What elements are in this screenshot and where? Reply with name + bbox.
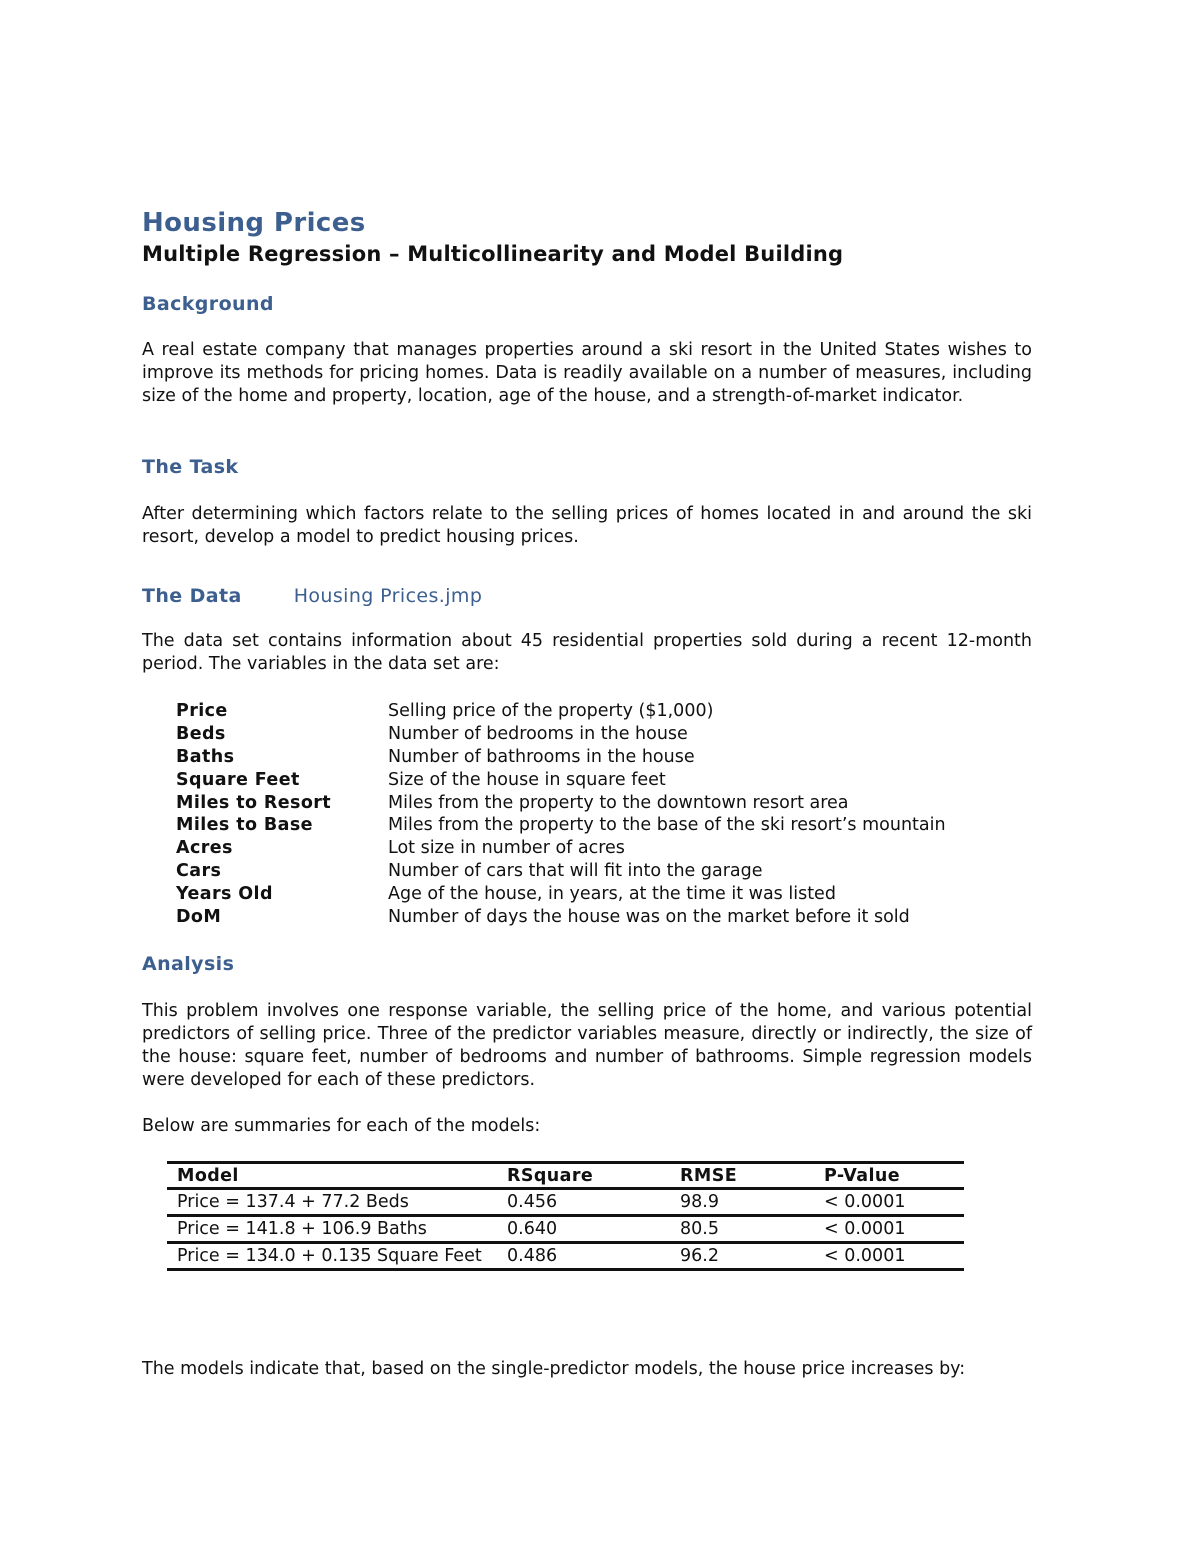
task-paragraph: After determining which factors relate to the selling prices of homes located in and around the ski resort, develop a model to predict housing prices. bbox=[142, 504, 1032, 547]
cell-rsquare: 0.456 bbox=[507, 1192, 558, 1212]
cell-rsquare: 0.640 bbox=[507, 1219, 558, 1239]
variable-row bbox=[176, 700, 1036, 723]
cell-p-value: < 0.0001 bbox=[824, 1192, 906, 1212]
variable-name: Miles to Base bbox=[176, 815, 313, 836]
variable-row bbox=[176, 769, 1036, 792]
variable-name: Baths bbox=[176, 746, 235, 767]
cell-model: Price = 134.0 + 0.135 Square Feet bbox=[177, 1246, 482, 1266]
variable-name: DoM bbox=[176, 907, 222, 928]
closing-paragraph: The models indicate that, based on the single-predictor models, the house price increases by: bbox=[142, 1359, 966, 1379]
analysis-paragraph: This problem involves one response variable, the selling price of the home, and various potential predictors of selling price. Three of the predictor variables measure, directly or indirectly, the size of the house: square feet, number of bedrooms and number of bathrooms. Simple regression models were developed for each of these predictors. bbox=[142, 1001, 1032, 1090]
variable-name: Beds bbox=[176, 723, 226, 744]
variable-row bbox=[176, 792, 1036, 815]
background-heading: Background bbox=[142, 293, 274, 315]
data-heading-label: The Data bbox=[142, 585, 242, 607]
cell-rmse: 80.5 bbox=[680, 1219, 719, 1239]
variable-row bbox=[176, 906, 1036, 929]
variable-name: Years Old bbox=[176, 884, 273, 905]
variable-name: Cars bbox=[176, 861, 222, 882]
data-file-name: Housing Prices.jmp bbox=[293, 585, 483, 607]
variable-description: Lot size in number of acres bbox=[388, 838, 625, 859]
variable-row bbox=[176, 746, 1036, 769]
variable-description: Miles from the property to the base of the ski resort’s mountain bbox=[388, 815, 946, 836]
cell-rmse: 96.2 bbox=[680, 1246, 719, 1266]
variable-description: Number of bedrooms in the house bbox=[388, 723, 688, 744]
data-paragraph: The data set contains information about 45 residential properties sold during a recent 12-month period. The variables in the data set are: bbox=[142, 631, 1032, 674]
table-header-row bbox=[167, 1163, 964, 1189]
variable-row bbox=[176, 860, 1036, 883]
variable-list bbox=[176, 700, 1036, 929]
variable-description: Age of the house, in years, at the time it was listed bbox=[388, 884, 836, 905]
table-row bbox=[167, 1189, 964, 1216]
background-paragraph: A real estate company that manages properties around a ski resort in the United States wishes to improve its methods for pricing homes. Data is readily available on a number of measures, including size of the home and property, location, age of the house, and a strength-of-market indicator. bbox=[142, 340, 1032, 406]
table-row bbox=[167, 1243, 964, 1270]
variable-name: Miles to Resort bbox=[176, 792, 332, 813]
variable-description: Miles from the property to the downtown resort area bbox=[388, 792, 849, 813]
header-rsquare: RSquare bbox=[507, 1166, 594, 1186]
variable-description: Number of bathrooms in the house bbox=[388, 746, 695, 767]
variable-row bbox=[176, 837, 1036, 860]
cell-rmse: 98.9 bbox=[680, 1192, 719, 1212]
document-title: Housing Prices bbox=[142, 208, 366, 238]
cell-model: Price = 141.8 + 106.9 Baths bbox=[177, 1219, 427, 1239]
variable-description: Size of the house in square feet bbox=[388, 769, 666, 790]
variable-row bbox=[176, 814, 1036, 837]
header-p-value: P-Value bbox=[824, 1166, 901, 1186]
table-intro: Below are summaries for each of the models: bbox=[142, 1116, 541, 1136]
header-model: Model bbox=[177, 1166, 239, 1186]
task-heading: The Task bbox=[142, 456, 239, 478]
variable-description: Number of days the house was on the market before it sold bbox=[388, 907, 910, 928]
variable-description: Number of cars that will fit into the garage bbox=[388, 861, 763, 882]
variable-row bbox=[176, 883, 1036, 906]
model-summary-table bbox=[167, 1161, 964, 1271]
variable-description: Selling price of the property ($1,000) bbox=[388, 701, 714, 721]
variable-name: Acres bbox=[176, 838, 233, 859]
cell-p-value: < 0.0001 bbox=[824, 1246, 906, 1266]
variable-name: Price bbox=[176, 701, 228, 721]
data-heading bbox=[142, 583, 482, 609]
cell-rsquare: 0.486 bbox=[507, 1246, 558, 1266]
table-row bbox=[167, 1216, 964, 1243]
header-rmse: RMSE bbox=[680, 1166, 738, 1186]
cell-model: Price = 137.4 + 77.2 Beds bbox=[177, 1192, 409, 1212]
document-subtitle: Multiple Regression – Multicollinearity and Model Building bbox=[142, 242, 844, 266]
analysis-heading: Analysis bbox=[142, 953, 235, 975]
variable-name: Square Feet bbox=[176, 769, 300, 790]
cell-p-value: < 0.0001 bbox=[824, 1219, 906, 1239]
variable-row bbox=[176, 723, 1036, 746]
